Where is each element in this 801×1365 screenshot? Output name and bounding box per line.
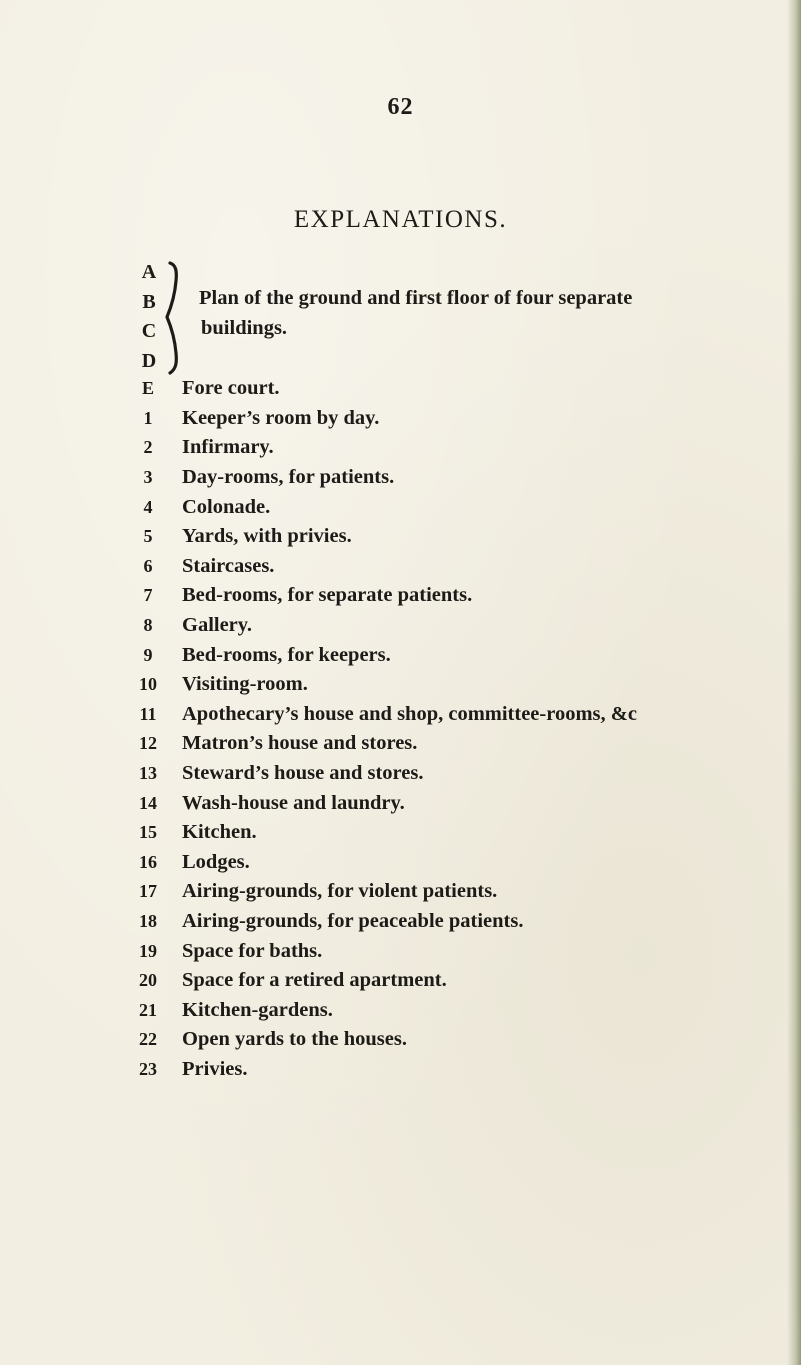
curly-brace-icon bbox=[162, 257, 186, 377]
entry-key: 15 bbox=[139, 822, 157, 843]
entry-key: 12 bbox=[139, 733, 157, 754]
list-item bbox=[130, 788, 750, 818]
entry-key: 16 bbox=[139, 851, 157, 872]
entry-key: 7 bbox=[143, 585, 153, 606]
entry-key: 8 bbox=[143, 615, 153, 636]
entry-description: Kitchen-gardens. bbox=[182, 998, 333, 1021]
entry-description: Open yards to the houses. bbox=[182, 1028, 407, 1051]
page-edge-shadow bbox=[787, 0, 801, 1365]
entry-description: Colonade. bbox=[182, 495, 271, 518]
entry-description: Airing-grounds, for peaceable patients. bbox=[182, 909, 524, 932]
list-item bbox=[130, 463, 750, 493]
list-item bbox=[130, 700, 750, 730]
grouped-keys bbox=[138, 258, 160, 376]
entry-key: 10 bbox=[139, 674, 157, 695]
list-item bbox=[130, 1025, 750, 1055]
list-item bbox=[130, 966, 750, 996]
list-item bbox=[130, 404, 750, 434]
entry-description: Visiting-room. bbox=[182, 673, 308, 696]
entry-description: Gallery. bbox=[182, 614, 253, 637]
page-number: 62 bbox=[387, 94, 414, 120]
list-item bbox=[130, 1055, 750, 1085]
list-item bbox=[130, 759, 750, 789]
list-item bbox=[130, 848, 750, 878]
key-letter: A bbox=[141, 261, 157, 283]
entry-key: 23 bbox=[139, 1058, 157, 1079]
list-item bbox=[130, 640, 750, 670]
list-item bbox=[130, 995, 750, 1025]
entry-description: Lodges. bbox=[182, 850, 250, 873]
list-item bbox=[130, 581, 750, 611]
list-item bbox=[130, 611, 750, 641]
grouped-entry-line-2: buildings. bbox=[201, 316, 288, 339]
entry-key: 17 bbox=[139, 881, 157, 902]
list-item bbox=[130, 936, 750, 966]
entry-description: Yards, with privies. bbox=[182, 525, 352, 548]
key-letter: B bbox=[142, 290, 156, 313]
list-item bbox=[130, 552, 750, 582]
entry-description: Bed-rooms, for separate patients. bbox=[182, 584, 473, 607]
entry-key: 4 bbox=[143, 496, 153, 517]
entry-description: Steward’s house and stores. bbox=[182, 762, 424, 785]
list-item bbox=[130, 433, 750, 463]
entry-description: Privies. bbox=[182, 1057, 248, 1080]
entry-key: 1 bbox=[143, 407, 153, 428]
grouped-entry-description bbox=[199, 284, 719, 343]
entry-key: 19 bbox=[139, 940, 157, 961]
entry-key: 11 bbox=[139, 703, 157, 724]
entry-description: Staircases. bbox=[182, 554, 275, 577]
entry-key: 6 bbox=[143, 555, 153, 576]
entry-description: Keeper’s room by day. bbox=[182, 406, 380, 429]
entry-key: 18 bbox=[139, 910, 157, 931]
entry-key: 14 bbox=[139, 792, 157, 813]
list-item bbox=[130, 670, 750, 700]
list-item bbox=[130, 729, 750, 759]
entry-description: Space for baths. bbox=[182, 939, 323, 962]
list-item bbox=[130, 492, 750, 522]
entry-key: 5 bbox=[143, 526, 153, 547]
entry-key: 22 bbox=[139, 1029, 157, 1050]
entry-description: Matron’s house and stores. bbox=[182, 732, 418, 755]
explanation-list bbox=[130, 374, 750, 1084]
entry-description: Apothecary’s house and shop, committee-rooms, &c bbox=[182, 702, 637, 725]
entry-description: Infirmary. bbox=[182, 436, 274, 459]
list-item bbox=[130, 877, 750, 907]
list-item bbox=[130, 374, 750, 404]
entry-description: Wash-house and laundry. bbox=[182, 791, 405, 814]
list-item bbox=[130, 907, 750, 937]
key-letter: C bbox=[141, 320, 157, 342]
entry-key: 2 bbox=[143, 437, 153, 458]
entry-description: Fore court. bbox=[182, 377, 280, 400]
entry-description: Bed-rooms, for keepers. bbox=[182, 643, 391, 666]
key-letter: D bbox=[141, 349, 157, 372]
entry-description: Day-rooms, for patients. bbox=[182, 466, 395, 489]
list-item bbox=[130, 818, 750, 848]
entry-key: 20 bbox=[139, 970, 157, 991]
grouped-entry-line-1: Plan of the ground and first floor of four separate bbox=[199, 287, 633, 309]
entry-key: 9 bbox=[143, 644, 153, 665]
entry-key: 21 bbox=[139, 999, 157, 1020]
entry-description: Airing-grounds, for violent patients. bbox=[182, 880, 498, 903]
entry-key: 13 bbox=[139, 763, 157, 784]
entry-description: Space for a retired apartment. bbox=[182, 969, 447, 992]
list-item bbox=[130, 522, 750, 552]
entry-key: 3 bbox=[143, 467, 153, 488]
entry-description: Kitchen. bbox=[182, 821, 257, 844]
page-heading: EXPLANATIONS. bbox=[293, 206, 508, 233]
entry-key: E bbox=[141, 378, 154, 399]
